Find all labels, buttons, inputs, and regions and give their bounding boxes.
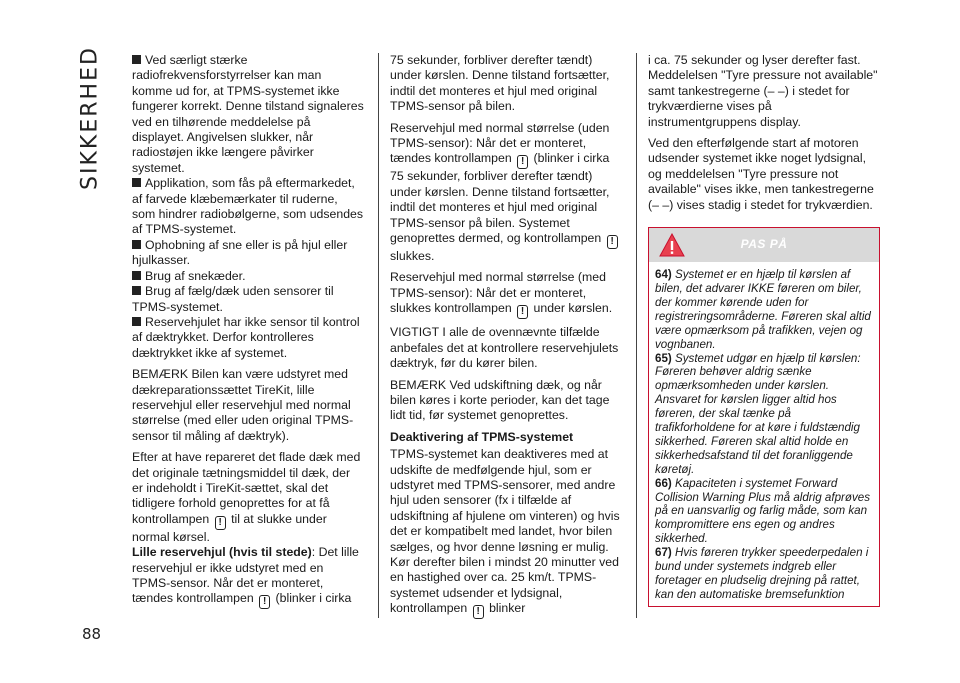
warning-title: PAS PÅ (740, 237, 788, 252)
paragraph: BEMÆRK Bilen kan være udstyret med dækreparationssættet TireKit, lille reservehjul eller reservehjul med normal størrelse (med eller uden original TPMS-sensor til måling af dæktryk). (132, 367, 354, 443)
paragraph: BEMÆRK Ved udskiftning dæk, og når bilen køres i korte perioder, kan det tage lidt tid, før systemet genoprettes. (390, 377, 610, 423)
paragraph: TPMS-systemet kan deaktiveres med at udskifte de medfølgende hjul, som er udstyret med TPMS-sensorer, med andre hjul uden sensorer (fx i tilfælde af udskiftning af hjulene om vinteren) og hvis det er kompatibelt med landet, hvor bilen sælges, og hvor denne løsning er mulig. Kør derefter bilen i mindst 20 minutter ved en hastighed over ca. 25 km/t. TPMS-systemet udsender et lydsignal, kontrollampen (390, 447, 620, 616)
bullet-text: Ophobning af sne eller is på hjul eller hjulkasser. (132, 237, 348, 268)
section-title (60, 48, 120, 188)
text-column-2 (390, 53, 622, 625)
paragraph: VIGTIGT I alle de ovennævnte tilfælde anbefales det at kontrollere reservehjulets dæktryk, før du kører bilen. (390, 325, 619, 371)
square-bullet-icon (132, 240, 141, 249)
text-column-1 (132, 53, 364, 615)
bullet-text: Reservehjulet har ikke sensor til kontrol af dæktrykket. Derfor kontrolleres dæktrykket ikke af systemet. (132, 314, 360, 360)
paragraph: blinker (489, 601, 526, 616)
warning-body (649, 262, 879, 606)
subheading: Lille reservehjul (hvis til stede) (132, 545, 312, 560)
tpms-warning-lamp-icon: ! (473, 605, 484, 619)
warning-number: 64) (655, 268, 672, 282)
paragraph: Reservehjul med normal størrelse (med TPMS-sensor): Når det er monteret, slukkes kontrollampen (390, 270, 606, 316)
paragraph: til at slukke under normal kørsel. (132, 511, 327, 544)
warning-number: 66) (655, 476, 672, 490)
square-bullet-icon (132, 55, 141, 64)
paragraph: : Det lille reservehjul er ikke udstyret med en TPMS-sensor. Når det er monteret, tændes kontrollampen (132, 545, 359, 606)
warning-text: Systemet er en hjælp til kørslen af bilen, det advarer IKKE føreren om biler, der kommer kørende uden for registreringsområderne. Føreren skal altid være opmærksom på trafikken, vejen og vognbanen. (655, 268, 871, 351)
paragraph: slukkes. (390, 249, 435, 264)
warning-number: 65) (655, 351, 672, 365)
warning-text: Systemet udgør en hjælp til kørslen: Føreren behøver aldrig sænke opmærksomheden under kørslen. Ansvaret for kørslen ligger altid hos føreren, der skal tænke på trafikforholdene for at køre i fuldstændig sikkerhed. Føreren skal altid holde en sikkerhedsafstand til det foranliggende køretøj. (655, 351, 861, 476)
bullet-text: Ved særligt stærke radiofrekvensforstyrrelser kan man komme ud for, at TPMS-systemet ikke fungerer korrekt. Denne tilstand signaleres ved en tilhørende meddelelse på displayet. Angivelsen slukker, når radiostøjen ikke længere påvirker systemet. (132, 53, 364, 175)
tpms-warning-lamp-icon: ! (517, 155, 528, 169)
warning-text: Kapaciteten i systemet Forward Collision Warning Plus må aldrig afprøves på en uansvarlig og farlig måde, som kan kompromittere ens egen og andres sikkerhed. (655, 476, 870, 546)
tpms-warning-lamp-icon: ! (607, 235, 618, 249)
column-divider (636, 53, 637, 618)
section-heading: Deaktivering af TPMS-systemet (390, 429, 574, 444)
warning-text: Hvis føreren trykker speederpedalen i bund under systemets indgreb eller foretager en pludselig drejning på rattet, kan den automatiske bremsefunktion (655, 546, 869, 601)
paragraph: 75 sekunder, forbliver derefter tændt) under kørslen. Denne tilstand fortsætter, indtil det monteres et hjul med original TPMS-sensor på bilen. (390, 53, 610, 114)
bullet-text: Applikation, som fås på eftermarkedet, af farvede klæbemærkater til ruderne, som hindrer radiobølgerne, som udsendes af TPMS-systemet. (132, 176, 364, 237)
bullet-text: Brug af snekæder. (145, 268, 246, 283)
paragraph: (blinker i cirka 75 sekunder, forbliver derefter tændt) under kørslen. Denne tilstand fortsætter, indtil det monteres et hjul med original TPMS-sensor på bilen. Systemet genoprettes dermed, og kontrollampen (390, 151, 610, 246)
text-column-3 (648, 53, 880, 607)
square-bullet-icon (132, 178, 141, 187)
warning-number: 67) (655, 546, 672, 560)
square-bullet-icon (132, 286, 141, 295)
tpms-warning-lamp-icon: ! (215, 516, 226, 530)
paragraph: Reservehjul med normal størrelse (uden TPMS-sensor): Når det er monteret, tændes kontrollampen (390, 120, 610, 166)
paragraph: (blinker i cirka (275, 591, 352, 606)
square-bullet-icon (132, 317, 141, 326)
warning-box (648, 227, 880, 607)
paragraph: i ca. 75 sekunder og lyser derefter fast. Meddelelsen "Tyre pressure not available" samt tankestregerne (– –) i stedet for trykværdierne vises på instrumentgruppens display. (648, 53, 878, 129)
tpms-warning-lamp-icon: ! (259, 595, 270, 609)
page-number: 88 (82, 625, 102, 643)
paragraph: Ved den efterfølgende start af motoren udsender systemet ikke noget lydsignal, og meddelelsen "Tyre pressure not available" vises ikke, men tankestregerne (– –) vises stadig i stedet for trykværdien. (648, 136, 874, 212)
warning-header (649, 228, 879, 262)
tpms-warning-lamp-icon: ! (517, 305, 528, 319)
bullet-text: Brug af fælg/dæk uden sensorer til TPMS-systemet. (132, 284, 334, 314)
section-title-text: SIKKERHED (77, 46, 103, 190)
column-divider (378, 53, 379, 618)
paragraph: Efter at have repareret det flade dæk med det originale tætningsmiddel til dæk, der er indeholdt i TireKit-sættet, skal det tidligere forhold genoprettes for at få kontrollampen (132, 450, 361, 526)
square-bullet-icon (132, 271, 141, 280)
paragraph: under kørslen. (533, 301, 613, 316)
